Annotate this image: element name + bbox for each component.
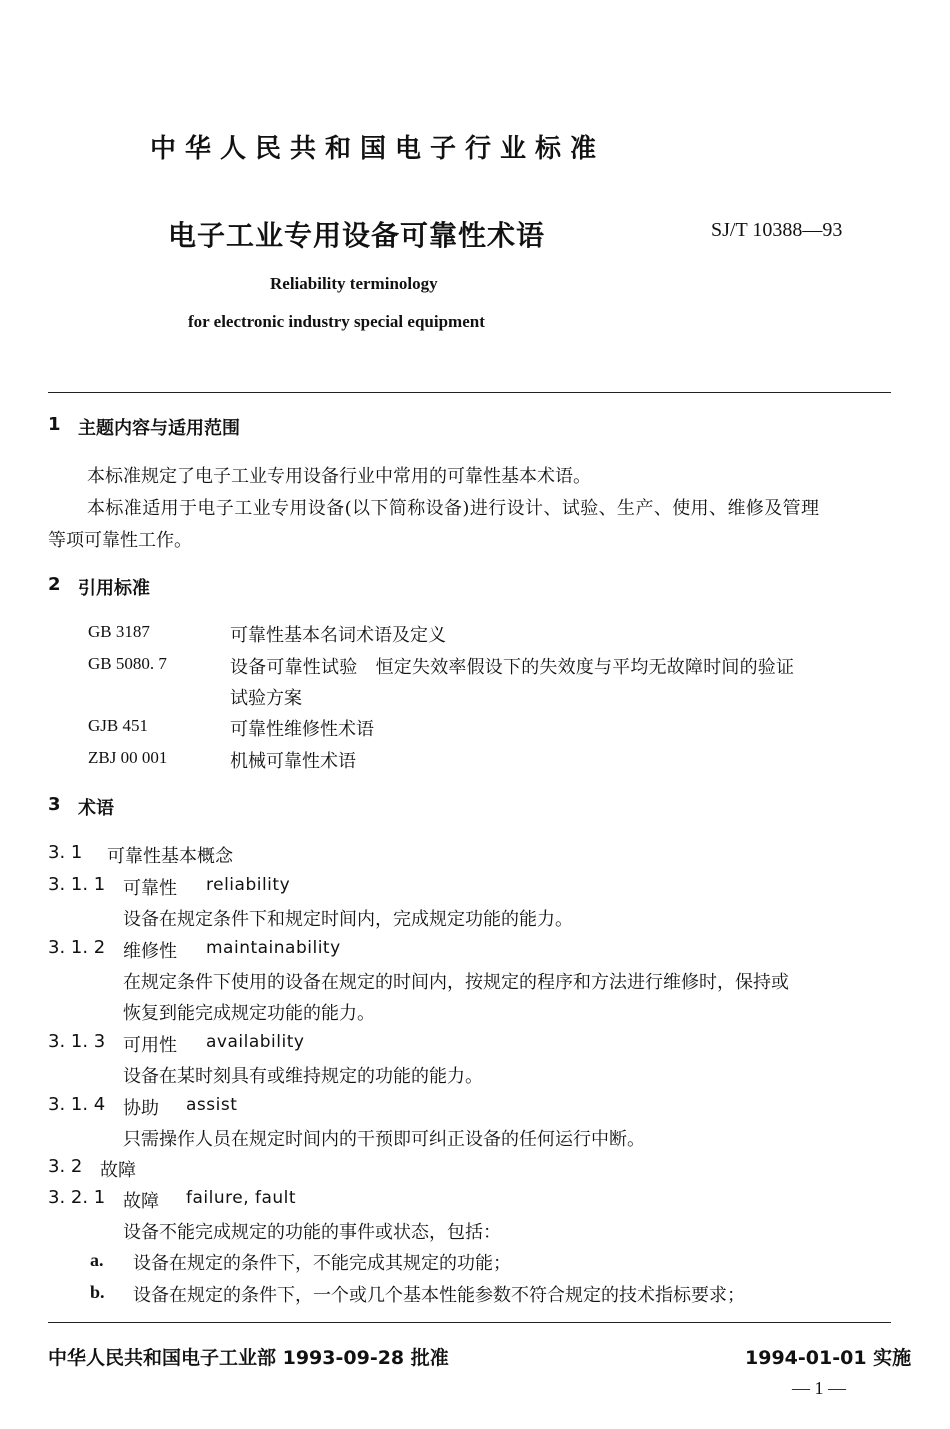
section-1-para-2-line-1: 本标准适用于电子工业专用设备(以下简称设备)进行设计、试验、生产、使用、维修及管理 — [87, 498, 820, 519]
section-2-heading: 引用标准 — [78, 578, 150, 599]
term-definition-line-2: 恢复到能完成规定功能的能力。 — [123, 1003, 375, 1024]
standard-organization: 中华人民共和国电子行业标准 — [150, 134, 606, 164]
section-1-para-2-line-2: 等项可靠性工作。 — [48, 530, 192, 551]
clause-number: 3. 1. 1 — [48, 874, 106, 895]
term-chinese: 维修性 — [123, 941, 177, 962]
term-chinese: 协助 — [123, 1098, 159, 1119]
term-definition: 设备不能完成规定的功能的事件或状态，包括： — [123, 1222, 501, 1243]
english-title-line-1: Reliability terminology — [270, 274, 438, 293]
list-marker: a. — [90, 1250, 104, 1270]
list-item: 设备在规定的条件下，不能完成其规定的功能； — [133, 1253, 511, 1274]
clause-title: 故障 — [100, 1160, 136, 1181]
reference-code: ZBJ 00 001 — [88, 748, 168, 767]
clause-number: 3. 2. 1 — [48, 1187, 106, 1208]
clause-number: 3. 1. 2 — [48, 937, 106, 958]
clause-number: 3. 1. 4 — [48, 1094, 106, 1115]
term-definition: 设备在某时刻具有或维持规定的功能的能力。 — [123, 1066, 483, 1087]
reference-code: GB 5080. 7 — [88, 654, 167, 673]
term-english: maintainability — [206, 938, 341, 958]
reference-title-continued: 试验方案 — [230, 688, 302, 709]
section-1-heading: 主题内容与适用范围 — [78, 418, 240, 439]
term-definition: 设备在规定条件下和规定时间内，完成规定功能的能力。 — [123, 909, 573, 930]
reference-title: 可靠性维修性术语 — [230, 719, 374, 740]
list-item: 设备在规定的条件下，一个或几个基本性能参数不符合规定的技术指标要求； — [133, 1285, 745, 1306]
reference-title: 设备可靠性试验 恒定失效率假设下的失效度与平均无故障时间的验证 — [230, 657, 795, 678]
footer-divider — [48, 1322, 891, 1323]
english-title-line-2: for electronic industry special equipment — [188, 312, 485, 331]
clause-title: 可靠性基本概念 — [107, 846, 233, 867]
term-chinese: 故障 — [123, 1191, 159, 1212]
page-number: — 1 — — [792, 1378, 846, 1398]
reference-title: 可靠性基本名词术语及定义 — [230, 625, 446, 646]
term-english: failure, fault — [186, 1188, 297, 1208]
header-divider — [48, 392, 891, 393]
term-chinese: 可靠性 — [123, 878, 177, 899]
reference-title: 机械可靠性术语 — [230, 751, 356, 772]
section-2-number: 2 — [48, 574, 61, 595]
approval-note: 中华人民共和国电子工业部 1993-09-28 批准 — [48, 1347, 449, 1369]
clause-number: 3. 1. 3 — [48, 1031, 106, 1052]
term-english: reliability — [206, 875, 291, 895]
clause-number: 3. 2 — [48, 1156, 83, 1177]
list-marker: b. — [90, 1282, 105, 1302]
term-definition: 只需操作人员在规定时间内的干预即可纠正设备的任何运行中断。 — [123, 1129, 645, 1150]
document-code: SJ/T 10388—93 — [711, 219, 843, 241]
reference-code: GJB 451 — [88, 716, 148, 735]
term-english: assist — [186, 1095, 238, 1115]
section-3-number: 3 — [48, 794, 61, 815]
document-title: 电子工业专用设备可靠性术语 — [168, 219, 546, 252]
term-chinese: 可用性 — [123, 1035, 177, 1056]
section-1-number: 1 — [48, 414, 61, 435]
section-3-heading: 术语 — [78, 798, 114, 819]
term-english: availability — [206, 1032, 305, 1052]
section-1-para-1: 本标准规定了电子工业专用设备行业中常用的可靠性基本术语。 — [87, 466, 591, 487]
reference-code: GB 3187 — [88, 622, 150, 641]
implementation-note: 1994-01-01 实施 — [745, 1347, 912, 1369]
term-definition-line-1: 在规定条件下使用的设备在规定的时间内，按规定的程序和方法进行维修时，保持或 — [123, 972, 789, 993]
clause-number: 3. 1 — [48, 842, 83, 863]
